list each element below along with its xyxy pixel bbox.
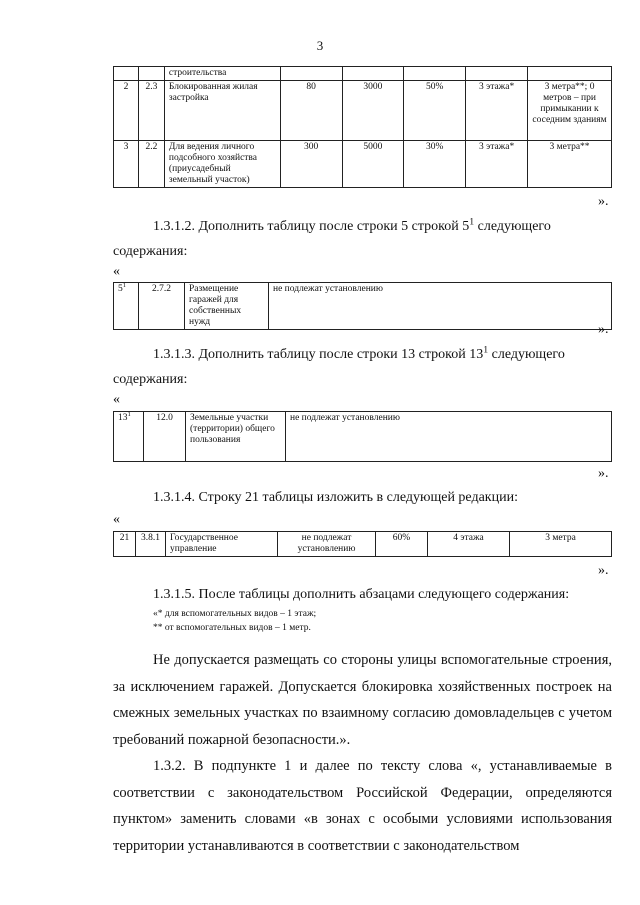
- table-row: строительства: [114, 67, 612, 81]
- heading-continuation: содержания:: [113, 244, 188, 259]
- close-quote: ».: [598, 194, 609, 209]
- heading-continuation: содержания:: [113, 372, 188, 387]
- close-quote: ».: [598, 466, 609, 481]
- footnote-1: «* для вспомогательных видов – 1 этаж;: [153, 609, 317, 619]
- body-text: [113, 647, 612, 859]
- table-row: 21 3.8.1 Государственное управление не подлежат установлению 60% 4 этажа 3 метра: [114, 532, 612, 557]
- table-row: $13^1$ 12.0 Земельные участки (территории) общего пользования не подлежат установлению: [114, 412, 612, 462]
- open-quote: «: [113, 392, 120, 407]
- row-number: $5^1$: [114, 283, 139, 330]
- row-21-table: [113, 531, 612, 557]
- paragraph: Не допускается размещать со стороны улицы вспомогательные строения, за исключением гаражей. Допускается блокировка хозяйственных построек на смежных земельных участках по взаимному согласию домовладельцев с учетом требований пожарной безопасности.».: [113, 652, 612, 748]
- paragraph: 1.3.2. В подпункте 1 и далее по тексту слова «, устанавливаемые в соответствии с законодательством Российской Федерации, определяются пунктом» заменить словами «в зонах с особыми условиями использования территории устанавливаются в соответствии с законодательством: [113, 758, 612, 854]
- row-13-1-table: [113, 411, 612, 462]
- close-quote: ».: [598, 563, 609, 578]
- heading-1-3-1-2: 1.3.1.2. Дополнить таблицу после строки 5 строкой $5^1$ следующего: [153, 216, 551, 234]
- table-row: 2 2.3 Блокированная жилая застройка 80 3000 50% 3 этажа* 3 метра**; 0 метров – при примыкании к соседним зданиям: [114, 81, 612, 141]
- close-quote: ».: [598, 322, 609, 337]
- table-row: 3 2.2 Для ведения личного подсобного хозяйства (приусадебный земельный участок) 300 5000 30% 3 этажа* 3 метра**: [114, 141, 612, 188]
- footnote-2: ** от вспомогательных видов – 1 метр.: [153, 623, 311, 633]
- open-quote: «: [113, 512, 120, 527]
- table-row: $5^1$ 2.7.2 Размещение гаражей для собственных нужд не подлежат установлению: [114, 283, 612, 330]
- heading-1-3-1-5: 1.3.1.5. После таблицы дополнить абзацами следующего содержания:: [153, 587, 570, 602]
- page-number: 3: [316, 38, 324, 53]
- open-quote: «: [113, 264, 120, 279]
- zoning-table: [113, 66, 612, 188]
- row-5-1-table: [113, 282, 612, 330]
- heading-1-3-1-4: 1.3.1.4. Строку 21 таблицы изложить в следующей редакции:: [153, 490, 518, 505]
- heading-1-3-1-3: 1.3.1.3. Дополнить таблицу после строки 13 строкой $13^1$ следующего: [153, 344, 565, 362]
- row-number: $13^1$: [114, 412, 144, 462]
